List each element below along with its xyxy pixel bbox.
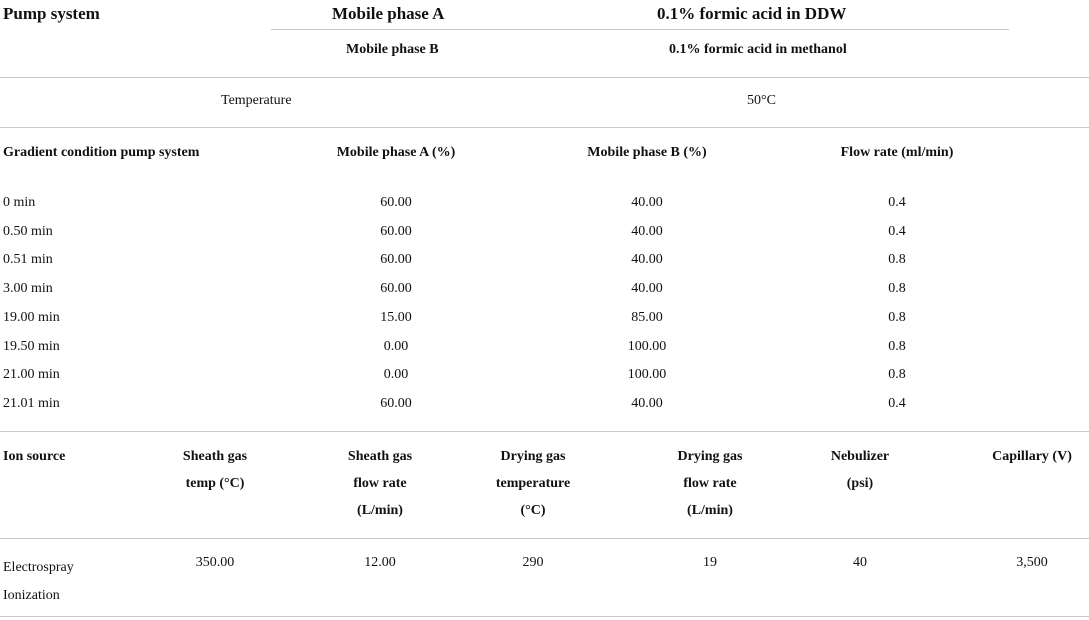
gradient-value-cell: 0.8 [888,309,906,325]
gradient-value-cell: 0.8 [888,367,906,383]
ion-source-header-cell: Sheath gas temp (°C) [182,449,248,491]
temperature-label: Temperature [221,93,292,108]
gradient-value-cell: 60.00 [380,281,412,297]
ion-source-label: Ion source [3,449,66,464]
gradient-time-cell: 3.00 min [3,281,53,297]
gradient-value-cell: 100.00 [627,367,667,383]
ion-source-header-cell: Capillary (V) [992,449,1072,464]
gradient-time-cell: 21.00 min [3,367,60,383]
gradient-value-cell: 0.4 [888,195,906,210]
gradient-header-condition: Gradient condition pump system [3,145,200,160]
mobile-phase-a-label: Mobile phase A [332,4,445,23]
gradient-value-cell: 40.00 [631,195,663,210]
ion-source-header-cell: Nebulizer (psi) [830,449,890,491]
gradient-value-cell: 60.00 [380,223,412,239]
gradient-value-cell: 40.00 [631,223,663,239]
temperature-value: 50°C [747,93,776,108]
gradient-time-cell: 0.50 min [3,223,53,239]
gradient-header-phase-a: Mobile phase A (%) [336,145,456,160]
gradient-time-cell: 19.00 min [3,309,60,325]
row-divider [0,538,1089,539]
mobile-phase-b-value: 0.1% formic acid in methanol [669,42,847,57]
row-divider [0,77,1089,78]
mobile-phase-a-value: 0.1% formic acid in DDW [657,4,847,23]
ion-source-value-cell: 19 [703,555,717,570]
gradient-value-cell: 0.4 [888,223,906,239]
gradient-value-cell: 40.00 [631,281,663,297]
gradient-time-cell: 21.01 min [3,395,60,411]
gradient-value-cell: 100.00 [627,338,667,354]
gradient-time-cell: 19.50 min [3,338,60,354]
electrospray-ionization-label: Electrospray Ionization [3,560,74,603]
gradient-value-cell: 0.8 [888,338,906,354]
mobile-phase-b-label: Mobile phase B [346,42,439,57]
ion-source-value-cell: 40 [853,555,867,570]
table-bottom-rule [0,616,1089,617]
ion-source-header-cell: Drying gas flow rate (L/min) [677,449,743,518]
gradient-time-cell: 0.51 min [3,252,53,268]
gradient-value-cell: 0.8 [888,281,906,297]
gradient-time-cell: 0 min [3,195,36,210]
row-divider [0,127,1089,128]
gradient-value-cell: 85.00 [631,309,663,325]
gradient-value-cell: 60.00 [380,195,412,210]
pump-system-label: Pump system [3,4,100,23]
gradient-value-cell: 0.00 [383,367,409,383]
ion-source-value-cell: 3,500 [1016,555,1048,570]
ion-source-value-cell: 290 [522,555,544,570]
header-subrule [271,29,1009,30]
gradient-value-cell: 60.00 [380,395,412,411]
gradient-value-cell: 0.8 [888,252,906,268]
ion-source-header-cell: Drying gas temperature (°C) [495,449,571,518]
gradient-header-flow-rate: Flow rate (ml/min) [840,145,954,160]
row-divider [0,431,1089,432]
ion-source-value-cell: 12.00 [364,555,396,570]
ion-source-value-cell: 350.00 [195,555,235,570]
gradient-value-cell: 40.00 [631,395,663,411]
ion-source-header-cell: Sheath gas flow rate (L/min) [347,449,413,518]
gradient-value-cell: 0.4 [888,395,906,411]
gradient-value-cell: 40.00 [631,252,663,268]
gradient-value-cell: 0.00 [383,338,409,354]
gradient-value-cell: 60.00 [380,252,412,268]
gradient-value-cell: 15.00 [380,309,412,325]
gradient-header-phase-b: Mobile phase B (%) [587,145,707,160]
